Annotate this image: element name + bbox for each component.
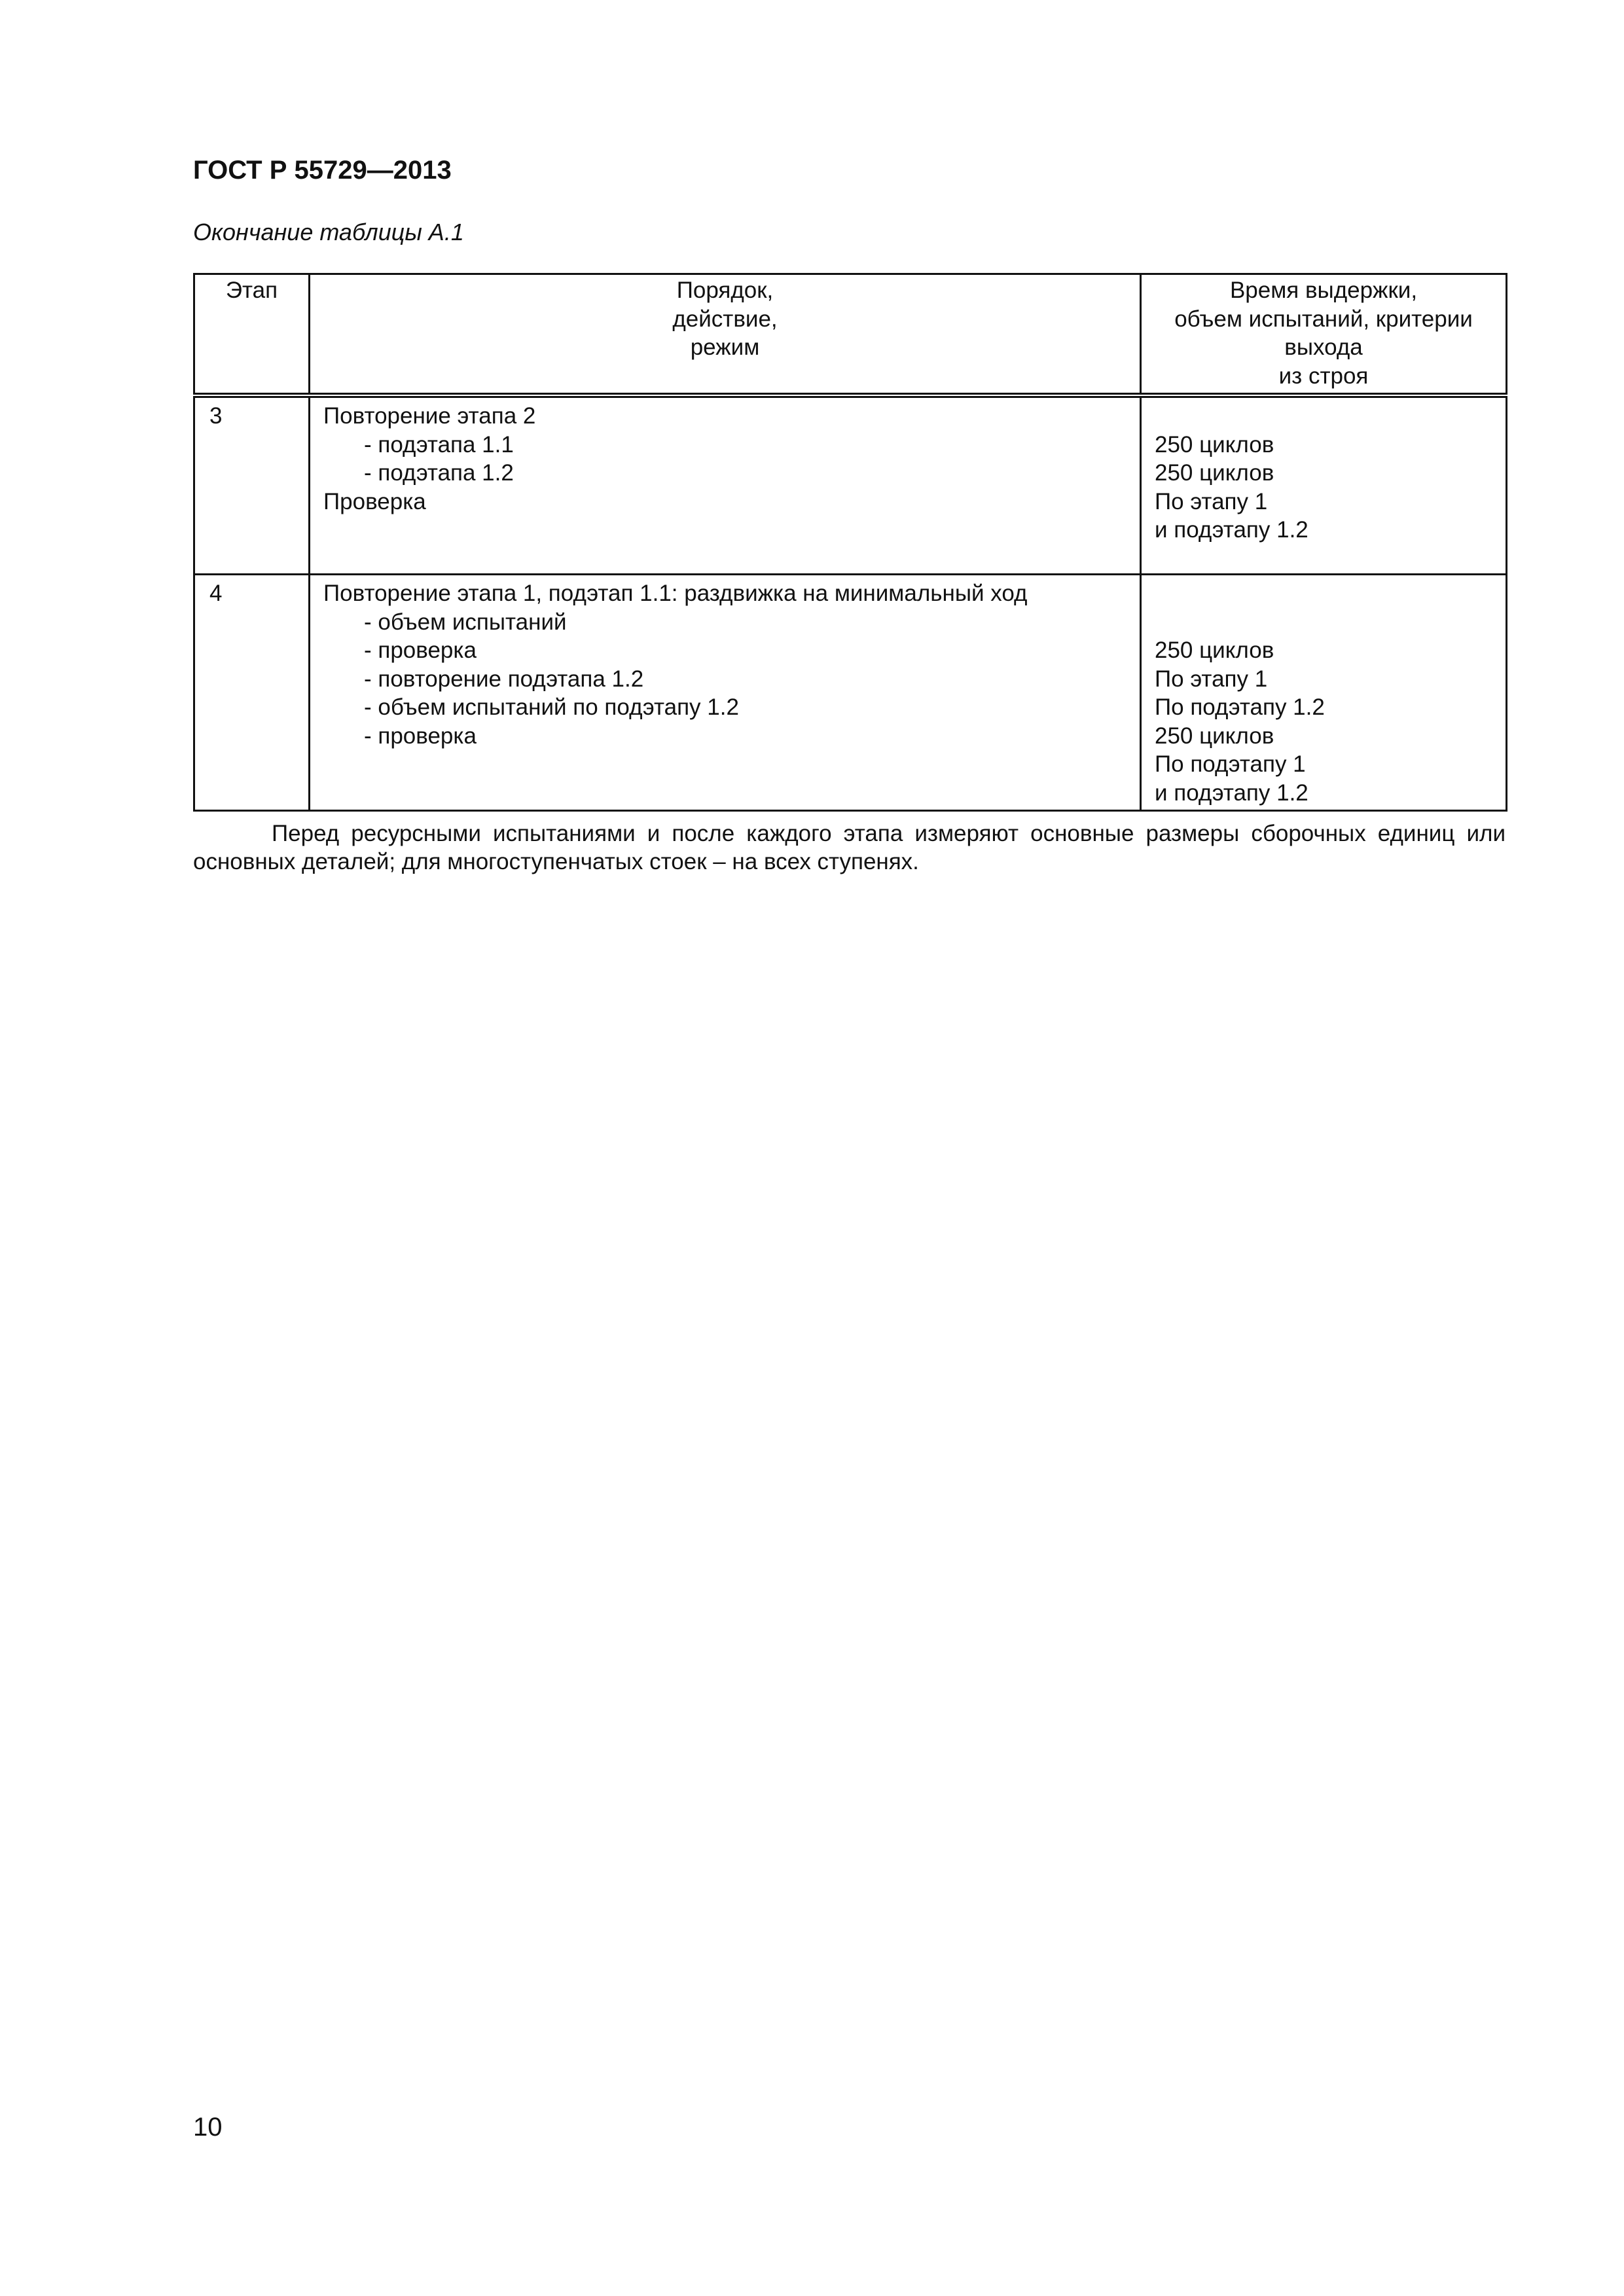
header-order-line: режим (690, 334, 760, 360)
order-line: - повторение подэтапа 1.2 (364, 666, 644, 692)
criteria-line: 250 циклов (1155, 460, 1274, 486)
order-cell (310, 575, 1141, 811)
note-paragraph: Перед ресурсными испытаниями и после каждого этапа измеряют основные размеры сборочных единиц или основных деталей; для многоступенчатых стоек – на всех ступенях. (193, 821, 1506, 874)
header-criteria-line: из строя (1278, 363, 1369, 389)
order-line: Проверка (323, 488, 426, 514)
criteria-line: По подэтапу 1 (1155, 751, 1306, 777)
criteria-line: По этапу 1 (1155, 488, 1268, 514)
order-line: - проверка (364, 637, 477, 663)
stage-number: 3 (209, 403, 223, 429)
order-line: Повторение этапа 1, подэтап 1.1: раздвижка на минимальный ход (323, 581, 1028, 606)
criteria-spacer (1155, 579, 1492, 608)
order-line: - подэтапа 1.1 (364, 431, 514, 457)
header-order-line: Порядок, (676, 278, 774, 303)
header-criteria-line: выхода (1284, 334, 1363, 360)
table-row (194, 575, 1507, 811)
criteria-cell (1141, 395, 1507, 575)
criteria-cell (1141, 575, 1507, 811)
table-header-row (194, 274, 1507, 396)
criteria-line: 250 циклов (1155, 431, 1274, 457)
order-cell (310, 395, 1141, 575)
order-line: - подэтапа 1.2 (364, 460, 514, 486)
header-order (310, 274, 1141, 396)
table-row (194, 395, 1507, 575)
table-caption: Окончание таблицы А.1 (193, 219, 464, 245)
standard-code: ГОСТ Р 55729—2013 (193, 156, 452, 185)
stage-cell (194, 575, 310, 811)
order-line: Повторение этапа 2 (323, 403, 536, 429)
page-number: 10 (193, 2113, 223, 2142)
stages-table (193, 273, 1507, 812)
stage-number: 4 (209, 581, 223, 606)
order-line: - объем испытаний (364, 609, 567, 635)
header-order-line: действие, (672, 306, 778, 332)
header-stage (194, 274, 310, 396)
order-line: - проверка (364, 723, 477, 749)
criteria-line: 250 циклов (1155, 723, 1274, 749)
criteria-line: и подэтапу 1.2 (1155, 517, 1308, 543)
header-criteria-line: Время выдержки, (1229, 278, 1418, 303)
header-stage-label: Этап (225, 278, 278, 303)
document-header (193, 151, 452, 190)
criteria-line: 250 циклов (1155, 637, 1274, 663)
criteria-line: По этапу 1 (1155, 666, 1268, 692)
header-criteria (1141, 274, 1507, 396)
criteria-spacer (1155, 402, 1492, 431)
criteria-spacer (1155, 608, 1492, 637)
criteria-line: и подэтапу 1.2 (1155, 780, 1308, 806)
order-line: - объем испытаний по подэтапу 1.2 (364, 694, 739, 720)
stage-cell (194, 395, 310, 575)
header-criteria-line: объем испытаний, критерии (1174, 306, 1473, 332)
criteria-line: По подэтапу 1.2 (1155, 694, 1325, 720)
